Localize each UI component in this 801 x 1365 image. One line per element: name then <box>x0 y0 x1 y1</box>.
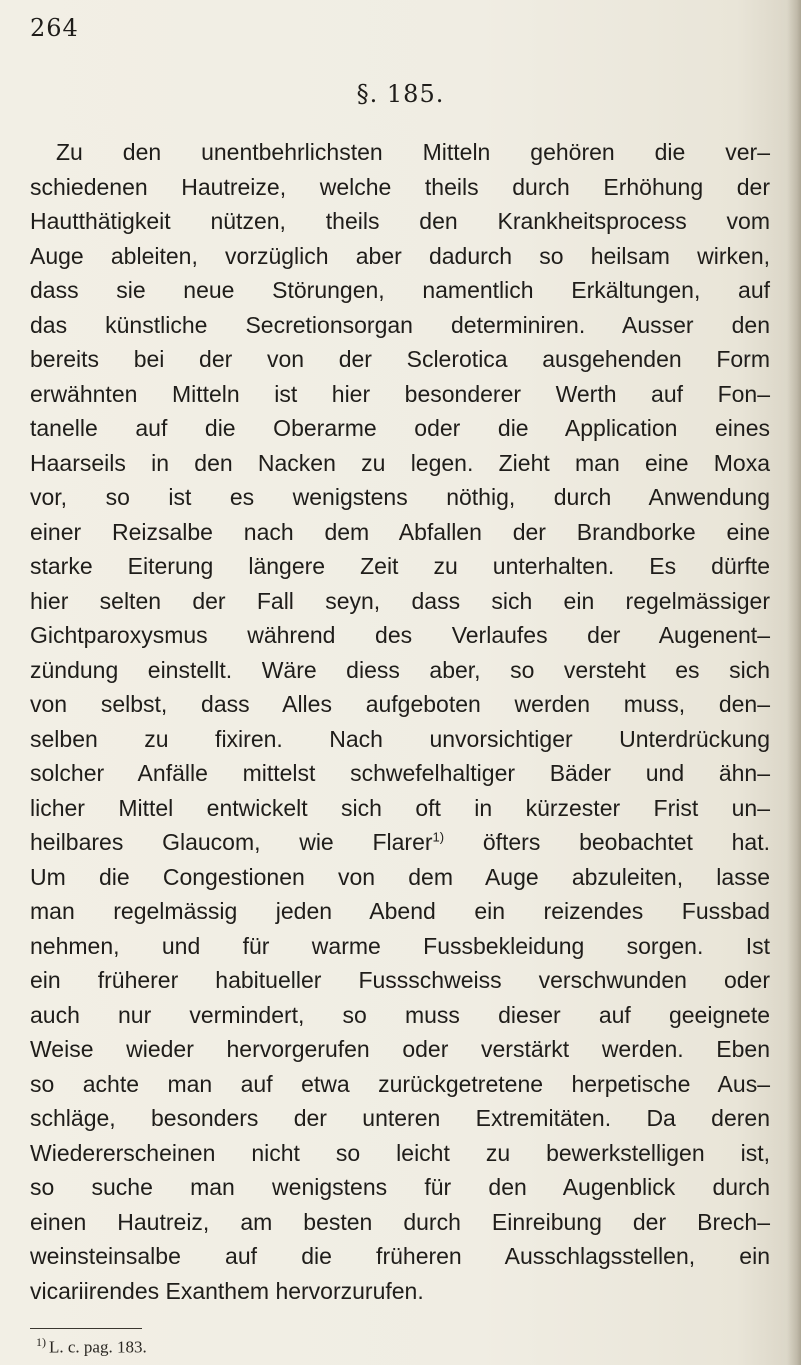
text-line: auch nur vermindert, so muss dieser auf geeignete <box>30 1001 770 1028</box>
text-line: einer Reizsalbe nach dem Abfallen der Brandborke eine <box>30 518 770 545</box>
text-line: Gichtparoxysmus während des Verlaufes der Augenent– <box>30 622 770 648</box>
text-line-with-footnote-ref <box>30 825 770 860</box>
text-line: einen Hautreiz, am besten durch Einreibung der Brech– <box>30 1208 770 1235</box>
text-line: tanelle auf die Oberarme oder die Application eines <box>30 415 770 441</box>
text-line: so achte man auf etwa zurückgetretene herpetische Aus– <box>30 1070 770 1097</box>
page-number: 264 <box>30 14 79 42</box>
text-line: Haarseils in den Nacken zu legen. Zieht man eine Moxa <box>30 449 770 476</box>
text-line: Hautthätigkeit nützen, theils den Krankheitsprocess vom <box>30 208 770 234</box>
text-line: hier selten der Fall seyn, dass sich ein regelmässiger <box>30 587 770 614</box>
text-line: Wiedererscheinen nicht so leicht zu bewerkstelligen ist, <box>30 1139 770 1166</box>
text-line: vicariirendes Exanthem hervorzurufen. <box>30 1277 424 1304</box>
text-line: man regelmässig jeden Abend ein reizendes Fussbad <box>30 898 770 924</box>
text-line: das künstliche Secretionsorgan determiniren. Ausser den <box>30 311 770 338</box>
footnote-text: L. c. pag. 183. <box>49 1337 147 1357</box>
text-line: Um die Congestionen von dem Auge abzuleiten, lasse <box>30 863 770 890</box>
text-line: von selbst, dass Alles aufgeboten werden muss, den– <box>30 691 770 717</box>
text-line: schläge, besonders der unteren Extremitäten. Da deren <box>30 1105 770 1131</box>
text-line: dass sie neue Störungen, namentlich Erkältungen, auf <box>30 277 770 303</box>
footnote-marker: 1) <box>36 1335 46 1349</box>
text-line: weinsteinsalbe auf die früheren Ausschlagsstellen, ein <box>30 1243 770 1269</box>
footnote-divider <box>30 1328 142 1329</box>
text-line: solcher Anfälle mittelst schwefelhaltiger Bäder und ähn– <box>30 760 770 786</box>
text-line: selben zu fixiren. Nach unvorsichtiger Unterdrückung <box>30 725 770 752</box>
text-line: ein früherer habitueller Fussschweiss verschwunden oder <box>30 967 770 993</box>
section-heading: §. 185. <box>356 80 445 108</box>
text-line: Auge ableiten, vorzüglich aber dadurch so heilsam wirken, <box>30 242 770 269</box>
text-line: erwähnten Mitteln ist hier besonderer Werth auf Fon– <box>30 380 770 407</box>
text-line: bereits bei der von der Sclerotica ausgehenden Form <box>30 346 770 372</box>
text-line: schiedenen Hautreize, welche theils durch Erhöhung der <box>30 173 770 200</box>
footnote <box>36 1335 147 1358</box>
page-edge-shadow <box>787 0 801 1365</box>
text-line: so suche man wenigstens für den Augenblick durch <box>30 1174 770 1200</box>
text-line: vor, so ist es wenigstens nöthig, durch Anwendung <box>30 484 770 510</box>
body-text <box>30 135 770 1308</box>
text-line: starke Eiterung längere Zeit zu unterhalten. Es dürfte <box>30 553 770 579</box>
text-line: nehmen, und für warme Fussbekleidung sorgen. Ist <box>30 932 770 959</box>
text-segment: öfters beobachtet hat. <box>444 829 770 855</box>
text-line: licher Mittel entwickelt sich oft in kürzester Frist un– <box>30 794 770 821</box>
footnote-reference[interactable]: 1) <box>432 829 445 845</box>
text-segment: heilbares Glaucom, wie Flarer <box>30 829 433 855</box>
text-line: zündung einstellt. Wäre diess aber, so versteht es sich <box>30 656 770 683</box>
text-line: Zu den unentbehrlichsten Mitteln gehören die ver– <box>56 139 770 165</box>
text-line: Weise wieder hervorgerufen oder verstärkt werden. Eben <box>30 1036 770 1062</box>
